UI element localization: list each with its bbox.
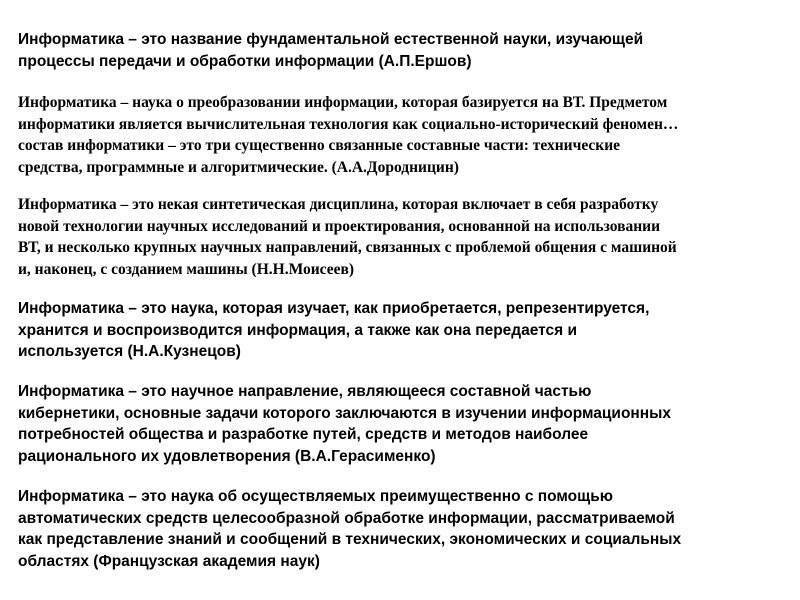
definition-line: Информатика – это некая синтетическая дисциплина, которая включает в себя разработку [18, 196, 659, 213]
definition-line: используется (Н.А.Кузнецов) [18, 343, 241, 360]
definition-line: ВТ, и несколько крупных научных направлений, связанных с проблемой общения с машиной [18, 239, 677, 256]
definition-line: потребностей общества и разработке путей, средств и методов наиболее [18, 426, 589, 443]
definition-line: хранится и воспроизводится информация, а также как она передается и [18, 321, 578, 339]
definition-line: Информатика – наука о преобразовании информации, которая базируется на ВТ. Предметом [18, 94, 668, 111]
definition-kuznetsov [18, 298, 788, 363]
definition-gerasimenko [18, 381, 788, 467]
definition-line: новой технологии научных исследований и проектирования, основанной на использовании [18, 217, 661, 235]
definition-line: областях (Французская академия наук) [18, 552, 320, 570]
definition-line: Информатика – это название фундаментальной естественной науки, изучающей [18, 31, 644, 48]
definition-line: как представление знаний и сообщений в технических, экономических и социальных [18, 531, 682, 548]
definition-line: Информатика – это научное направление, являющееся составной частью [18, 383, 592, 400]
definition-line: кибернетики, основные задачи которого заключаются в изучении информационных [18, 404, 671, 422]
definition-line: состав информатики – это три существенно связанные составные части: технические [18, 137, 621, 154]
definition-line: и, наконец, с созданием машины (Н.Н.Моисеев) [18, 260, 355, 278]
definition-line: средства, программные и алгоритмические. (А.А.Дородницин) [18, 158, 459, 176]
definition-line: Информатика – это наука, которая изучает, как приобретается, репрезентируется, [18, 300, 650, 317]
definition-line: рационального их удовлетворения (В.А.Герасименко) [18, 447, 436, 465]
definition-line: автоматических средств целесообразной обработке информации, рассматриваемой [18, 509, 675, 527]
definition-moiseev [18, 194, 788, 280]
definition-french-academy [18, 486, 788, 572]
definition-line: Информатика – это наука об осуществляемых преимущественно с помощью [18, 488, 613, 505]
definition-line: информатики является вычислительная технология как социально-исторический феномен… [18, 115, 679, 133]
definition-ershov [18, 29, 788, 72]
definition-dorodnitsyn [18, 92, 788, 178]
definition-line: процессы передачи и обработки информации (А.П.Ершов) [18, 52, 472, 70]
